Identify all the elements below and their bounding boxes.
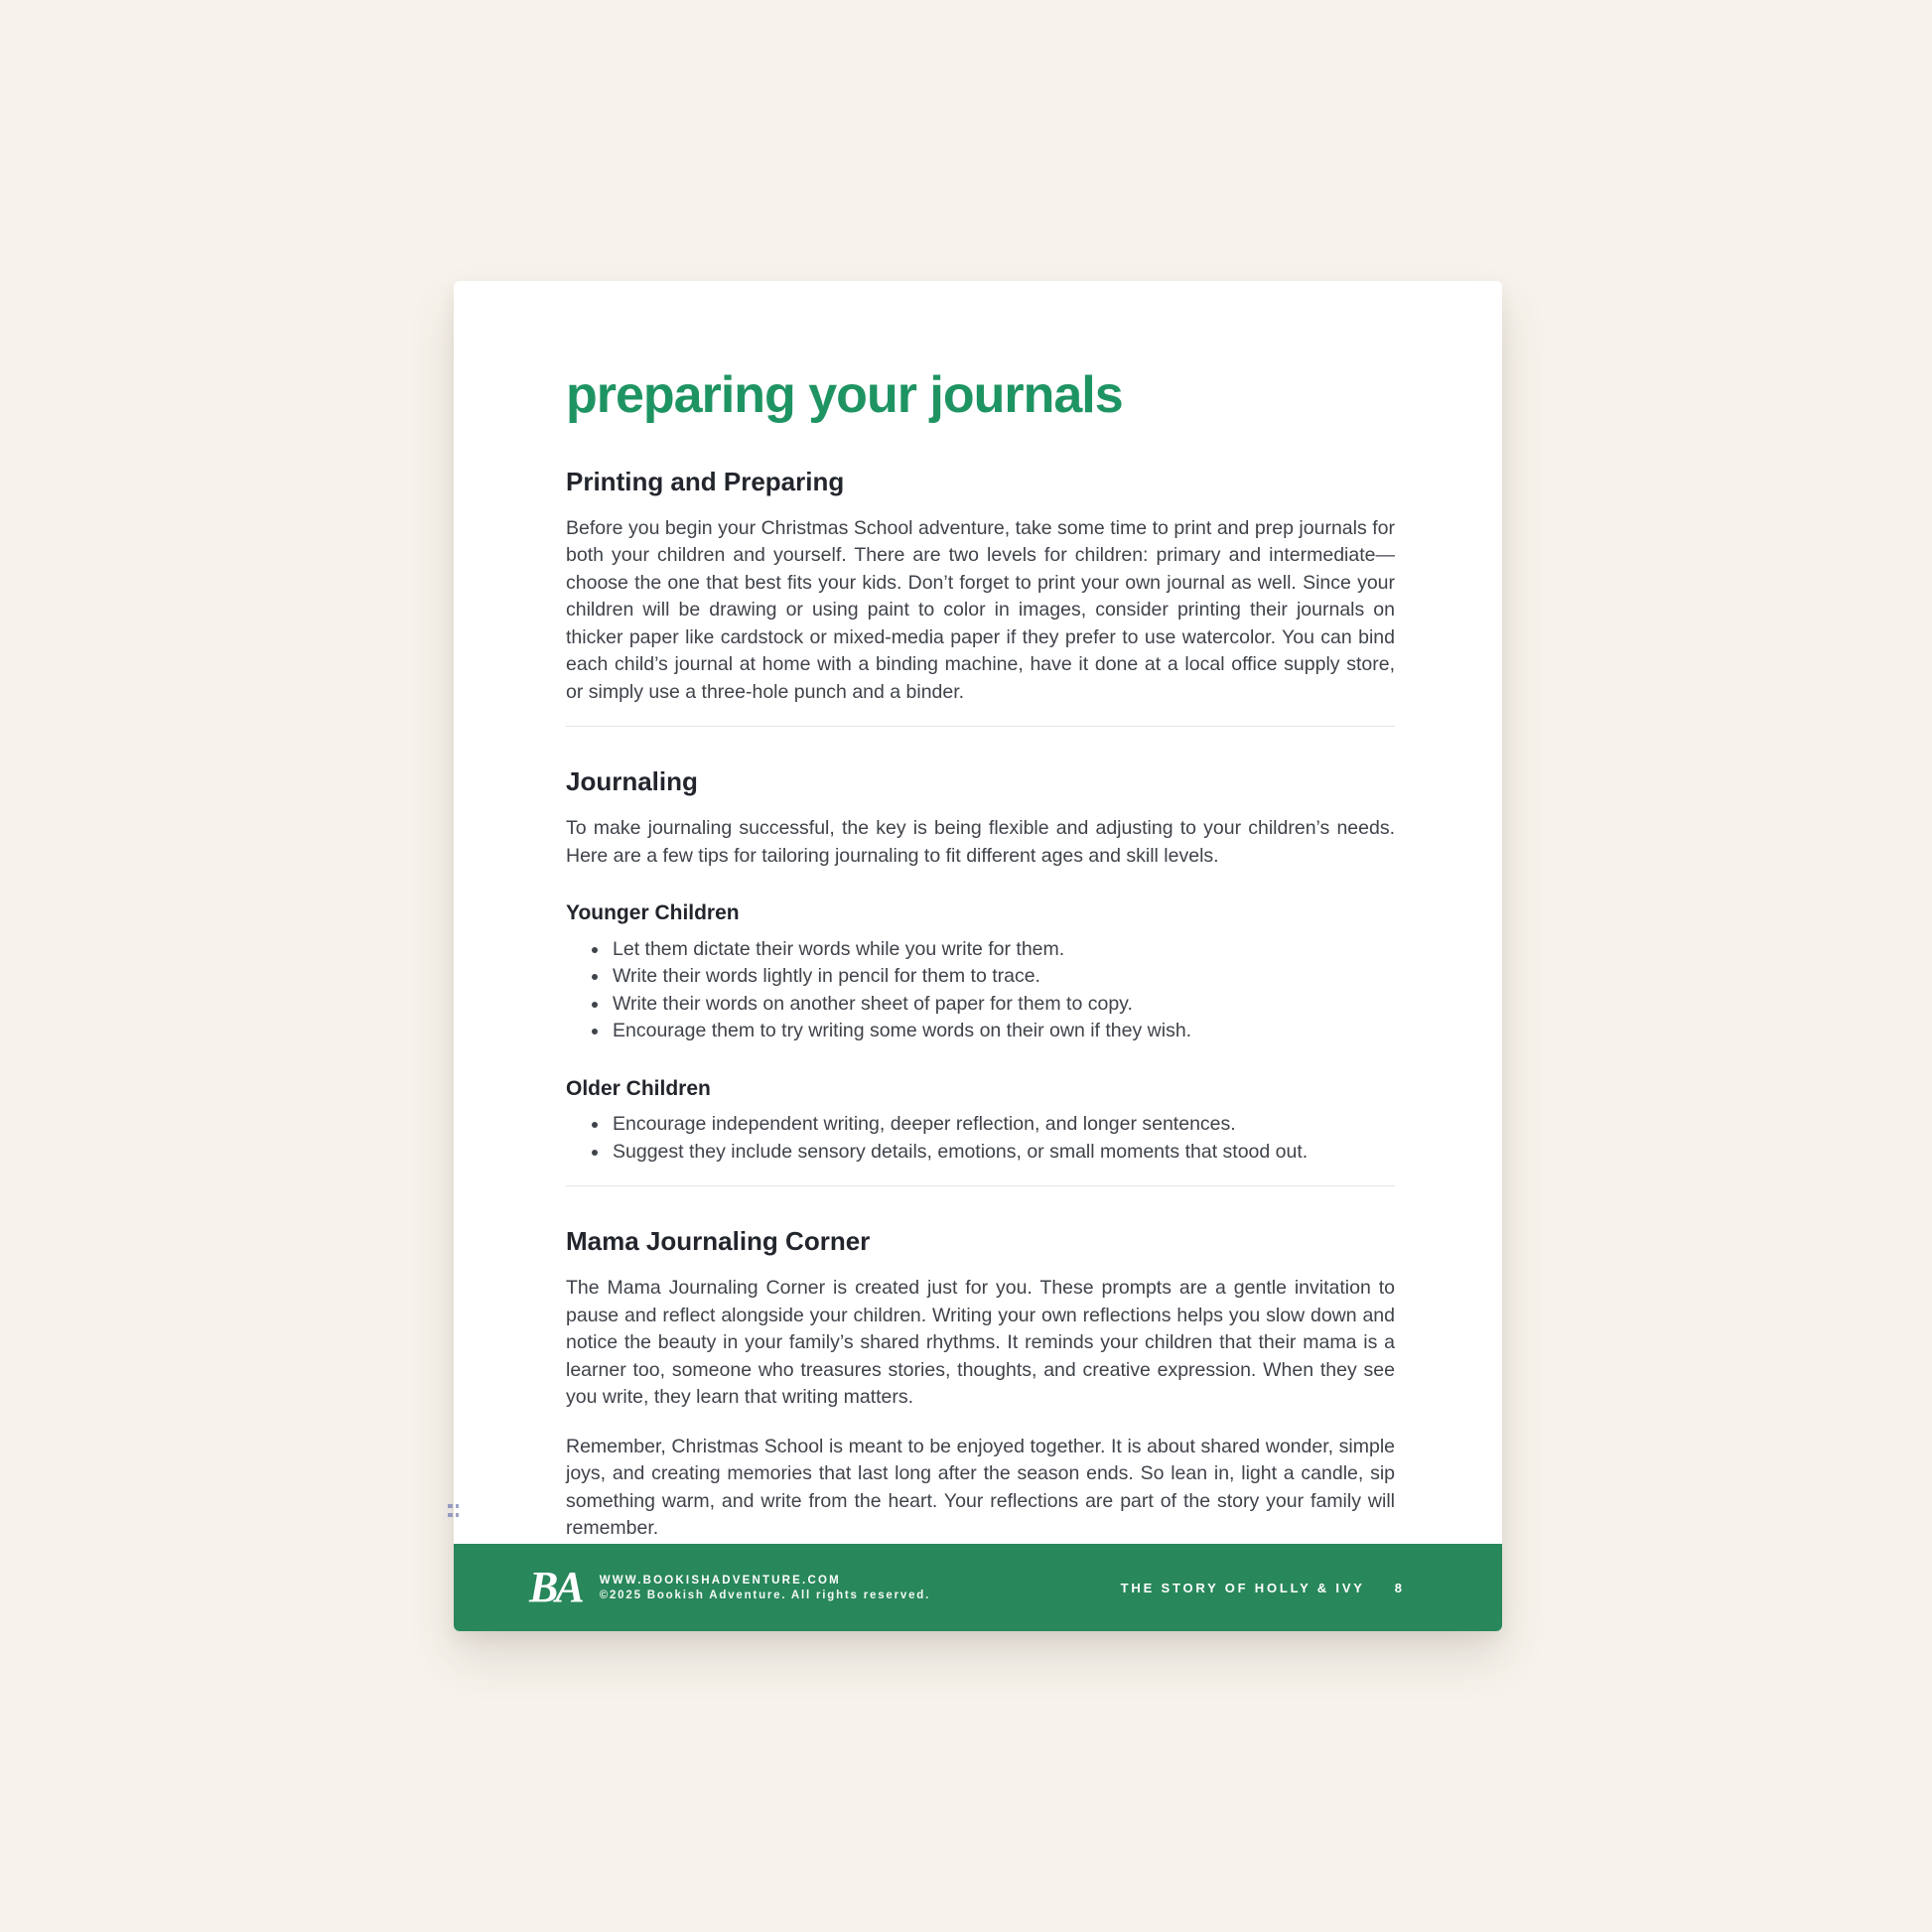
- list-item: • Suggest they include sensory details, emotions, or small moments that stood out.: [610, 1139, 1395, 1167]
- footer-copyright: ©2025 Bookish Adventure. All rights reserved.: [599, 1588, 931, 1601]
- list-item: • Encourage them to try writing some words on their own if they wish.: [610, 1018, 1395, 1045]
- younger-children-list: [566, 936, 1395, 1045]
- subheading-older-children: Older Children: [566, 1076, 711, 1100]
- section-heading-journaling: Journaling: [566, 766, 698, 797]
- footer-book-title: THE STORY OF HOLLY & IVY: [1120, 1580, 1365, 1595]
- footer-website: WWW.BOOKISHADVENTURE.COM: [599, 1574, 841, 1587]
- section-divider: [566, 726, 1395, 727]
- mama-paragraph-1: The Mama Journaling Corner is created just for you. These prompts are a gentle invitation to pause and reflect alongside your children. Writing your own reflections helps you slow down and notice the beauty in your family’s shared rhythms. It reminds your children that their mama is a learner too, someone who treasures stories, thoughts, and creative expression. When they see you write, they learn that writing matters.: [566, 1277, 1395, 1409]
- subheading-younger-children: Younger Children: [566, 901, 740, 925]
- section-printing-and-preparing: [566, 467, 1395, 707]
- list-item: • Encourage independent writing, deeper reflection, and longer sentences.: [610, 1111, 1395, 1139]
- section-heading-mama: Mama Journaling Corner: [566, 1226, 871, 1257]
- brand-logo: BA: [529, 1563, 582, 1611]
- section-divider: [566, 1185, 1395, 1186]
- section-heading-printing: Printing and Preparing: [566, 466, 845, 496]
- section-journaling: [566, 766, 1395, 1166]
- list-item: • Let them dictate their words while you write for them.: [610, 936, 1395, 964]
- footer-bar: [454, 1544, 1502, 1631]
- older-children-list: [566, 1111, 1395, 1166]
- footer-left-group: [529, 1563, 931, 1611]
- page-title: preparing your journals: [566, 366, 1123, 424]
- journaling-intro-paragraph: To make journaling successful, the key is being flexible and adjusting to your children’s needs. Here are a few tips for tailoring journaling to fit different ages and skill levels.: [566, 817, 1395, 867]
- page-edge-artifact: [448, 1504, 466, 1522]
- list-item: • Write their words lightly in pencil for them to trace.: [610, 963, 1395, 991]
- printing-paragraph: Before you begin your Christmas School adventure, take some time to print and prep journals for both your children and yourself. There are two levels for children: primary and intermediate—choose the one that best fits your kids. Don’t forget to print your own journal as well. Since your children will be drawing or using paint to color in images, consider printing their journals on thicker paper like cardstock or mixed-media paper if they prefer to use watercolor. You can bind each child’s journal at home with a binding machine, have it done at a local office supply store, or simply use a three-hole punch and a binder.: [566, 516, 1395, 703]
- page-content: [454, 281, 1502, 1543]
- document-page: [454, 281, 1502, 1631]
- footer-right-group: [1121, 1581, 1403, 1595]
- list-item: • Write their words on another sheet of paper for them to copy.: [610, 991, 1395, 1019]
- section-mama-journaling-corner: [566, 1226, 1395, 1543]
- footer-page-number: 8: [1394, 1580, 1403, 1595]
- mama-paragraph-2: Remember, Christmas School is meant to be enjoyed together. It is about shared wonder, simple joys, and creating memories that last long after the season ends. So lean in, light a candle, sip something warm, and write from the heart. Your reflections are part of the story your family will remember.: [566, 1435, 1395, 1540]
- footer-text-lines: [600, 1575, 930, 1601]
